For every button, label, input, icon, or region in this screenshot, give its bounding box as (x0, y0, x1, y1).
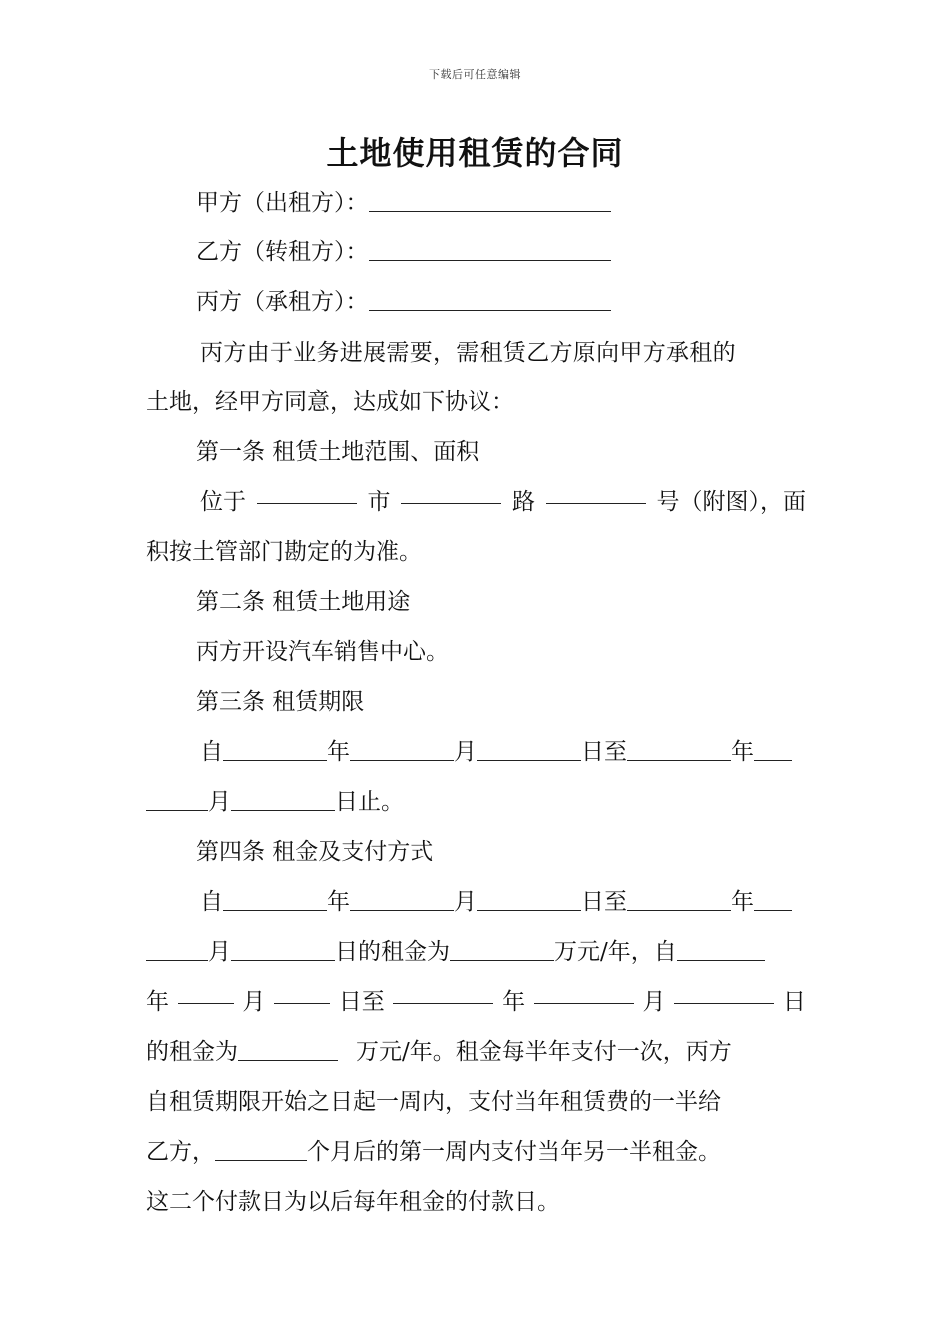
party-sublessor (196, 233, 611, 266)
text-day-end: 日止。 (335, 789, 404, 815)
party-lessor-blank[interactable] (369, 191, 611, 212)
article4-heading: 第四条 租金及支付方式 (196, 839, 434, 865)
city-blank[interactable] (257, 483, 357, 504)
article4-line-6 (146, 1133, 721, 1166)
text-rent-is: 的租金为 (146, 1039, 238, 1065)
text-year-2: 年 (502, 989, 526, 1015)
period1-start-month-blank[interactable] (350, 890, 454, 911)
text-year: 年 (327, 889, 350, 915)
header-note: 下载后可任意编辑 (429, 68, 521, 81)
text-day: 日 (782, 989, 806, 1015)
period2-end-year-blank[interactable] (393, 983, 493, 1004)
period1-end-month-blank-b[interactable] (146, 940, 208, 961)
text-year-2: 年 (731, 889, 754, 915)
party-lessor (196, 184, 611, 217)
end-month-blank-a[interactable] (754, 740, 792, 761)
period1-end-month-blank-a[interactable] (754, 890, 792, 911)
text-day-to: 日至 (581, 889, 627, 915)
article1-line-1 (200, 483, 806, 516)
article4-line-5: 自租赁期限开始之日起一周内，支付当年租赁费的一半给 (146, 1089, 721, 1115)
article4-line-4 (146, 1033, 732, 1066)
text-month: 月 (242, 989, 266, 1015)
text-year-2: 年 (731, 739, 754, 765)
article2-heading: 第二条 租赁土地用途 (196, 589, 411, 615)
party-lessee-label: 丙方（承租方）： (196, 289, 369, 315)
party-lessee-blank[interactable] (369, 290, 611, 311)
article1-text-road: 路 (512, 489, 535, 515)
article4-line-1 (200, 883, 792, 916)
text-from: 自 (200, 739, 223, 765)
months-blank[interactable] (215, 1140, 307, 1161)
article1-line-2: 积按土管部门勘定的为准。 (146, 539, 422, 565)
party-sublessor-blank[interactable] (369, 240, 611, 261)
text-month: 月 (208, 939, 231, 965)
text-month: 月 (454, 889, 477, 915)
period1-end-year-blank[interactable] (627, 890, 731, 911)
text-month-2: 月 (642, 989, 666, 1015)
text-rent-terms: 万元/年。租金每半年支付一次，丙方 (356, 1039, 732, 1065)
text-second-payment: 个月后的第一周内支付当年另一半租金。 (307, 1139, 721, 1165)
text-day-to: 日至 (338, 989, 385, 1015)
text-rent-is: 日的租金为 (335, 939, 450, 965)
article1-text-city: 市 (367, 489, 391, 515)
number-blank[interactable] (546, 483, 646, 504)
article3-heading: 第三条 租赁期限 (196, 689, 365, 715)
article1-text-number: 号（附图），面 (656, 489, 806, 515)
text-month-2: 月 (208, 789, 231, 815)
intro-line-1: 丙方由于业务进展需要，需租赁乙方原向甲方承租的 (200, 340, 736, 366)
article1-text-located: 位于 (200, 489, 246, 515)
end-month-blank-b[interactable] (146, 790, 208, 811)
end-day-blank[interactable] (231, 790, 335, 811)
article2-body: 丙方开设汽车销售中心。 (196, 639, 449, 665)
period1-end-day-blank[interactable] (231, 940, 335, 961)
article4-line-3 (146, 983, 806, 1016)
article3-line-1 (200, 733, 792, 766)
period2-rent-blank[interactable] (238, 1040, 338, 1061)
period2-start-day-blank[interactable] (274, 983, 330, 1004)
text-unit-from: 万元/年，自 (554, 939, 677, 965)
party-sublessor-label: 乙方（转租方）： (196, 239, 369, 265)
text-day-to: 日至 (581, 739, 627, 765)
period2-end-day-blank[interactable] (674, 983, 774, 1004)
period2-end-month-blank[interactable] (534, 983, 634, 1004)
party-lessee (196, 283, 611, 316)
text-year: 年 (327, 739, 350, 765)
period2-start-month-blank[interactable] (178, 983, 234, 1004)
period2-start-year-blank-a[interactable] (677, 940, 765, 961)
start-month-blank[interactable] (350, 740, 454, 761)
period1-start-year-blank[interactable] (223, 890, 327, 911)
intro-line-2: 土地，经甲方同意，达成如下协议： (146, 389, 514, 415)
road-blank[interactable] (401, 483, 501, 504)
start-day-blank[interactable] (477, 740, 581, 761)
period1-start-day-blank[interactable] (477, 890, 581, 911)
start-year-blank[interactable] (223, 740, 327, 761)
article1-heading: 第一条 租赁土地范围、面积 (196, 439, 480, 465)
period1-rent-blank[interactable] (450, 940, 554, 961)
text-from: 自 (200, 889, 223, 915)
text-month: 月 (454, 739, 477, 765)
end-year-blank[interactable] (627, 740, 731, 761)
page-title: 土地使用租赁的合同 (326, 134, 624, 172)
article3-line-2 (146, 783, 404, 816)
text-year: 年 (146, 989, 169, 1015)
text-party-b: 乙方， (146, 1139, 215, 1165)
party-lessor-label: 甲方（出租方）： (196, 190, 369, 216)
article4-line-2 (146, 933, 765, 966)
article4-line-7: 这二个付款日为以后每年租金的付款日。 (146, 1189, 560, 1215)
